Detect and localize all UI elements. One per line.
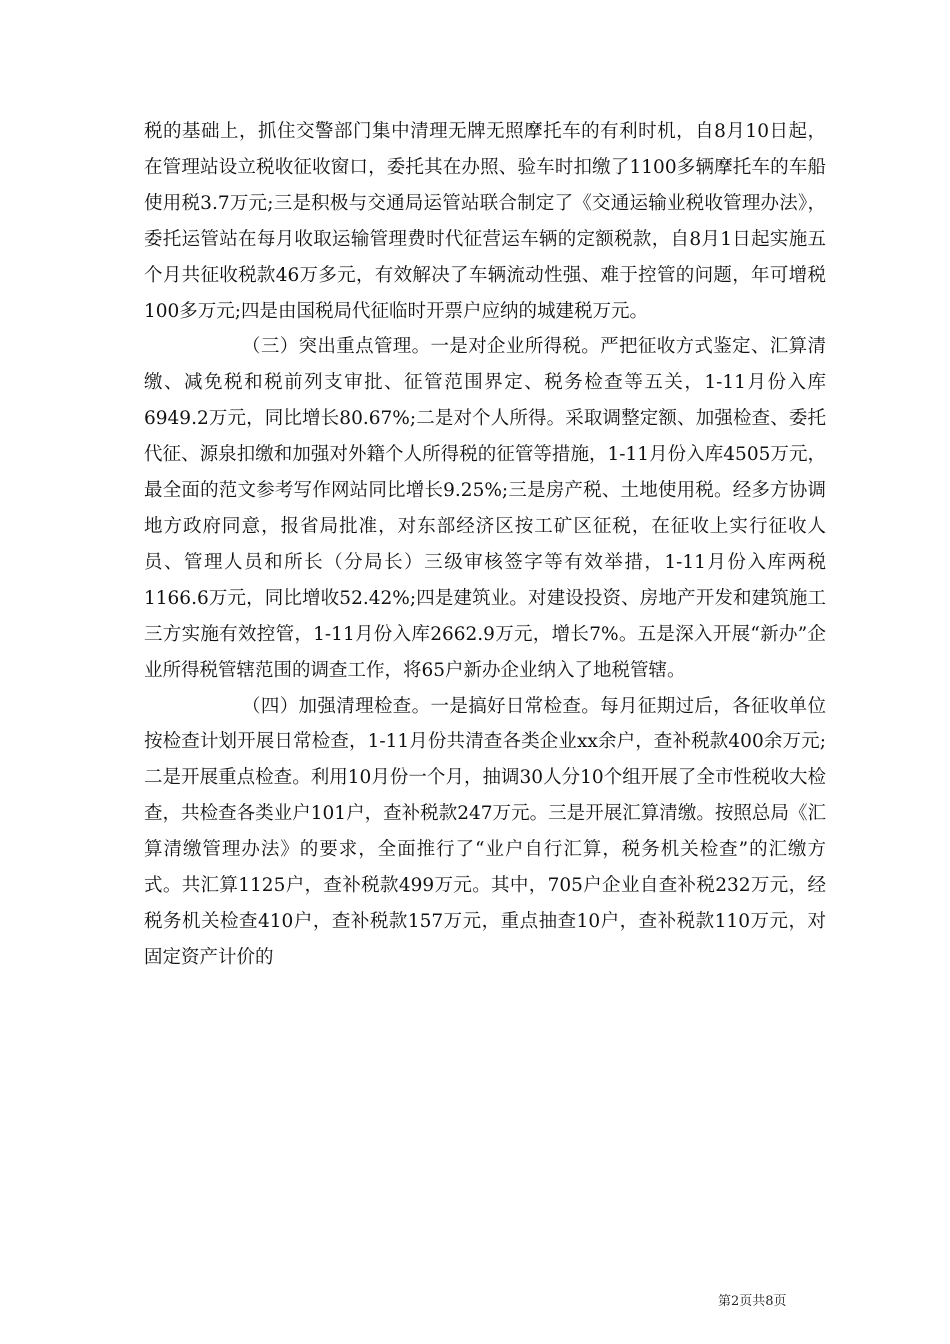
paragraph-vehicle-tax: 税的基础上，抓住交警部门集中清理无牌无照摩托车的有利时机，自8月10日起，在管理站设立税收征收窗口，委托其在办照、验车时扣缴了1100多辆摩托车的车船使用税3.7万元;三是积极与交通局运管站联合制定了《交通运输业税收管理办法》，委托运管站在每月收取运输管理费时代征营运车辆的定额税款，自8月1日起实施五个月共征收税款46万多元，有效解决了车辆流动性强、难于控管的问题，年可增税100多万元;四是由国税局代征临时开票户应纳的城建税万元。 — [144, 121, 826, 322]
document-body — [144, 114, 826, 976]
page-number: 第2页共8页 — [718, 1294, 787, 1309]
paragraph-inspection: （四）加强清理检查。一是搞好日常检查。每月征期过后，各征收单位按检查计划开展日常检查，1-11月份共清查各类企业xx余户，查补税款400余万元;二是开展重点检查。利用10月份一个月，抽调30人分10个组开展了全市性税收大检查，共检查各类业户101户，查补税款247万元。三是开展汇算清缴。按照总局《汇算清缴管理办法》的要求，全面推行了“业户自行汇算，税务机关检查”的汇缴方式。共汇算1125户，查补税款499万元。其中，705户企业自查补税232万元，经税务机关检查410户，查补税款157万元，重点抽查10户，查补税款110万元，对固定资产计价的 — [144, 695, 826, 968]
paragraph-key-management: （三）突出重点管理。一是对企业所得税。严把征收方式鉴定、汇算清缴、减免税和税前列支审批、征管范围界定、税务检查等五关，1-11月份入库6949.2万元，同比增长80.67%;二是对个人所得。采取调整定额、加强检查、委托代征、源泉扣缴和加强对外籍个人所得税的征管等措施，1-11月份入库4505万元，最全面的范文参考写作网站同比增长9.25%;三是房产税、土地使用税。经多方协调地方政府同意，报省局批准，对东部经济区按工矿区征税，在征收上实行征收人员、管理人员和所长（分局长）三级审核签字等有效举措，1-11月份入库两税1166.6万元，同比增收52.42%;四是建筑业。对建设投资、房地产开发和建筑施工三方实施有效控管，1-11月份入库2662.9万元，增长7%。五是深入开展“新办”企业所得税管辖范围的调查工作，将65户新办企业纳入了地税管辖。 — [144, 336, 826, 681]
